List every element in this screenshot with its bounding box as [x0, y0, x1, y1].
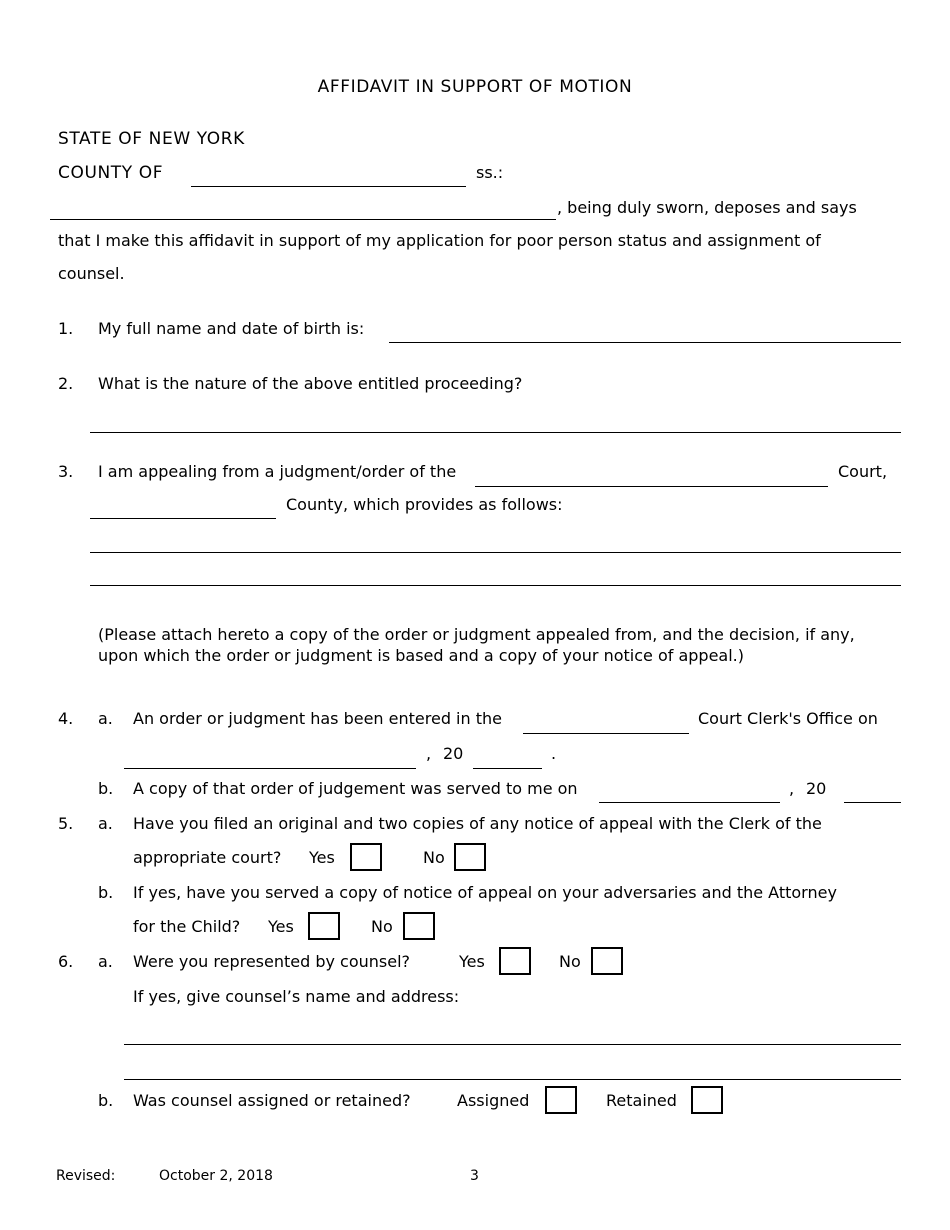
page-number: 3	[470, 1168, 479, 1184]
attach-note-line-1: (Please attach hereto a copy of the order or judgment appealed from, and the decision, if any,	[98, 625, 855, 644]
item-1-number: 1.	[58, 319, 74, 338]
item-5a-line-2: appropriate court?	[133, 848, 282, 867]
item-5b-letter: b.	[98, 883, 114, 902]
county-provides-text: County, which provides as follows:	[286, 495, 563, 514]
item-3-number: 3.	[58, 462, 74, 481]
appeal-court-field[interactable]	[475, 486, 828, 487]
item-5b-yes-label: Yes	[268, 917, 294, 936]
item-2-number: 2.	[58, 374, 74, 393]
item-5b-line-2: for the Child?	[133, 917, 241, 936]
assigned-label: Assigned	[457, 1091, 530, 1110]
deponent-name-field[interactable]	[50, 219, 556, 220]
entry-year-field[interactable]	[473, 768, 542, 769]
clerk-office-text: Court Clerk's Office on	[698, 709, 878, 728]
assigned-checkbox[interactable]	[545, 1086, 577, 1114]
ss-label: ss.:	[476, 163, 504, 182]
item-4b-text: A copy of that order of judgement was served to me on	[133, 779, 578, 798]
entry-year-prefix: 20	[443, 744, 464, 763]
full-name-dob-field[interactable]	[389, 342, 901, 343]
proceeding-nature-field[interactable]	[90, 432, 901, 433]
item-5a-letter: a.	[98, 814, 113, 833]
item-4-number: 4.	[58, 709, 74, 728]
appeal-county-field[interactable]	[90, 518, 276, 519]
county-field[interactable]	[191, 186, 466, 187]
item-6a-followup: If yes, give counsel’s name and address:	[133, 987, 460, 1006]
item-4b-letter: b.	[98, 779, 114, 798]
item-6a-text: Were you represented by counsel?	[133, 952, 411, 971]
item-6b-letter: b.	[98, 1091, 114, 1110]
item-3-text: I am appealing from a judgment/order of the	[98, 462, 457, 481]
item-5a-yes-label: Yes	[309, 848, 335, 867]
item-5-number: 5.	[58, 814, 74, 833]
page-title: AFFIDAVIT IN SUPPORT OF MOTION	[317, 77, 633, 97]
entry-date-field[interactable]	[124, 768, 416, 769]
item-6a-no-checkbox[interactable]	[591, 947, 623, 975]
item-5b-line-1: If yes, have you served a copy of notice of appeal on your adversaries and the Attorney	[133, 883, 837, 902]
served-date-comma: ,	[789, 779, 795, 798]
item-6a-no-label: No	[559, 952, 581, 971]
attach-note-line-2: upon which the order or judgment is based and a copy of your notice of appeal.)	[98, 646, 744, 665]
entry-date-comma: ,	[426, 744, 432, 763]
state-label: STATE OF NEW YORK	[58, 129, 245, 149]
provisions-field-line-2[interactable]	[90, 585, 901, 586]
clerk-office-court-field[interactable]	[523, 733, 689, 734]
served-date-field[interactable]	[599, 802, 780, 803]
item-5a-yes-checkbox[interactable]	[350, 843, 382, 871]
served-year-prefix: 20	[806, 779, 827, 798]
item-5b-no-checkbox[interactable]	[403, 912, 435, 940]
served-year-field[interactable]	[844, 802, 901, 803]
court-label: Court,	[838, 462, 888, 481]
item-2-text: What is the nature of the above entitled proceeding?	[98, 374, 523, 393]
item-5a-line-1: Have you filed an original and two copies of any notice of appeal with the Clerk of the	[133, 814, 822, 833]
entry-date-period: .	[551, 744, 557, 763]
item-6b-text: Was counsel assigned or retained?	[133, 1091, 411, 1110]
item-6-number: 6.	[58, 952, 74, 971]
item-4a-letter: a.	[98, 709, 113, 728]
item-6a-letter: a.	[98, 952, 113, 971]
intro-line-3: counsel.	[58, 264, 125, 283]
counsel-name-field[interactable]	[124, 1044, 901, 1045]
item-4a-text: An order or judgment has been entered in the	[133, 709, 502, 728]
revised-date: October 2, 2018	[159, 1168, 273, 1184]
item-5a-no-label: No	[423, 848, 445, 867]
item-1-text: My full name and date of birth is:	[98, 319, 365, 338]
item-5a-no-checkbox[interactable]	[454, 843, 486, 871]
revised-label: Revised:	[56, 1168, 116, 1184]
item-5b-no-label: No	[371, 917, 393, 936]
provisions-field-line-1[interactable]	[90, 552, 901, 553]
retained-checkbox[interactable]	[691, 1086, 723, 1114]
county-label: COUNTY OF	[58, 163, 164, 183]
item-6a-yes-label: Yes	[459, 952, 485, 971]
item-6a-yes-checkbox[interactable]	[499, 947, 531, 975]
retained-label: Retained	[606, 1091, 677, 1110]
item-5b-yes-checkbox[interactable]	[308, 912, 340, 940]
sworn-text: , being duly sworn, deposes and says	[557, 198, 857, 217]
intro-line-2: that I make this affidavit in support of my application for poor person status and assignment of	[58, 231, 821, 250]
counsel-address-field[interactable]	[124, 1079, 901, 1080]
